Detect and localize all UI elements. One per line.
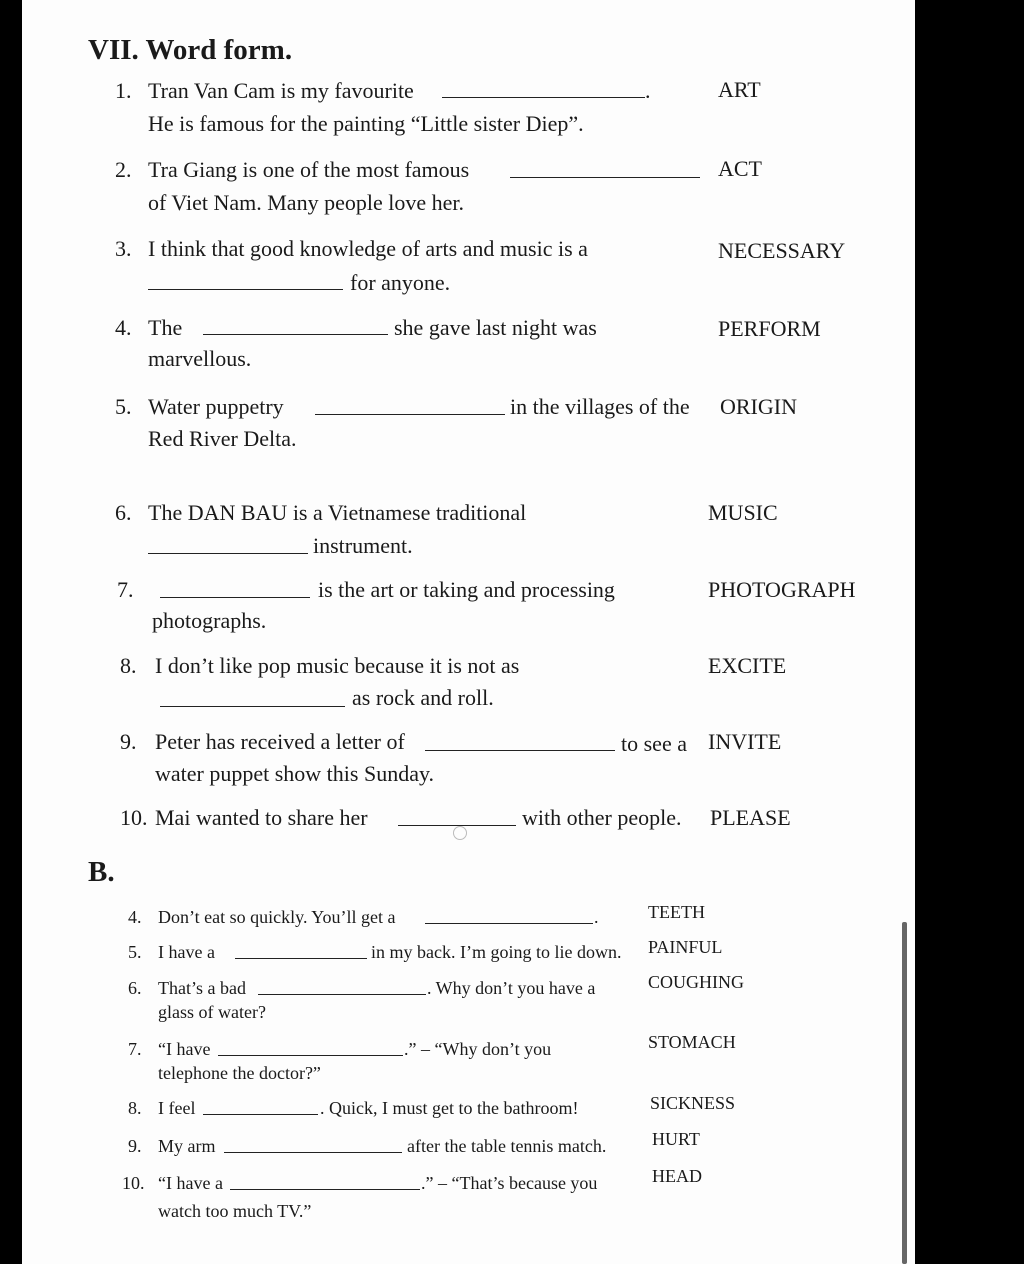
item-number: 5. (115, 394, 132, 419)
keyword: EXCITE (708, 653, 787, 678)
answer-blank[interactable] (224, 1152, 402, 1153)
answer-blank[interactable] (510, 177, 700, 178)
item-text: in my back. I’m going to lie down. (371, 942, 622, 962)
keyword: PERFORM (718, 316, 821, 341)
item-text: I feel (158, 1098, 196, 1118)
answer-blank[interactable] (160, 706, 345, 707)
answer-blank[interactable] (203, 334, 388, 335)
item-number: 6. (128, 978, 142, 998)
answer-blank[interactable] (160, 597, 310, 598)
item-text-line2: He is famous for the painting “Little sister Diep”. (148, 111, 584, 136)
keyword: HEAD (652, 1166, 702, 1186)
item-number: 10. (122, 1173, 145, 1193)
keyword: ACT (718, 156, 762, 181)
keyword: MUSIC (708, 500, 778, 525)
item-number: 4. (128, 907, 142, 927)
item-number: 9. (128, 1136, 142, 1156)
answer-blank[interactable] (315, 414, 505, 415)
item-text: I don’t like pop music because it is not as (155, 653, 520, 678)
keyword: ART (718, 77, 761, 102)
item-text: . (594, 907, 599, 927)
item-text-line2: Red River Delta. (148, 426, 297, 451)
answer-blank[interactable] (235, 958, 367, 959)
answer-blank[interactable] (203, 1114, 318, 1115)
item-text-line2: of Viet Nam. Many people love her. (148, 190, 464, 215)
item-text: Water puppetry (148, 394, 284, 419)
keyword: TEETH (648, 902, 705, 922)
item-text-line2: telephone the doctor?” (158, 1063, 321, 1083)
item-number: 5. (128, 942, 142, 962)
item-number: 8. (128, 1098, 142, 1118)
item-number: 1. (115, 78, 132, 103)
item-text-line2: as rock and roll. (352, 685, 494, 710)
item-number: 3. (115, 236, 132, 261)
item-number: 2. (115, 157, 132, 182)
item-text: .” – “That’s because you (421, 1173, 598, 1193)
keyword: HURT (652, 1129, 700, 1149)
item-text: That’s a bad (158, 978, 246, 998)
answer-blank[interactable] (425, 750, 615, 751)
answer-blank[interactable] (148, 289, 343, 290)
item-text: . Why don’t you have a (427, 978, 596, 998)
keyword: SICKNESS (650, 1093, 736, 1113)
item-number: 4. (115, 315, 132, 340)
answer-blank[interactable] (218, 1055, 403, 1056)
item-text: with other people. (522, 805, 682, 830)
item-number: 10. (120, 805, 148, 830)
item-text: she gave last night was (394, 315, 597, 340)
item-text: . Quick, I must get to the bathroom! (320, 1098, 579, 1118)
item-number: 9. (120, 729, 137, 754)
watermark-icon (453, 826, 467, 840)
item-text-line2: instrument. (313, 533, 413, 558)
item-text: Mai wanted to share her (155, 805, 368, 830)
item-text-line2: watch too much TV.” (158, 1201, 312, 1221)
keyword: COUGHING (648, 972, 744, 992)
keyword: NECESSARY (718, 238, 846, 263)
item-text: The DAN BAU is a Vietnamese traditional (148, 500, 527, 525)
answer-blank[interactable] (442, 97, 645, 98)
item-number: 8. (120, 653, 137, 678)
item-text: is the art or taking and processing (318, 577, 615, 602)
keyword: INVITE (708, 729, 782, 754)
item-text: . (645, 78, 651, 103)
scrollbar[interactable] (902, 922, 907, 1264)
item-text-line2: marvellous. (148, 346, 252, 371)
item-number: 7. (128, 1039, 142, 1059)
section-a-title: VII. Word form. (88, 34, 293, 66)
keyword: PLEASE (710, 805, 791, 830)
answer-blank[interactable] (148, 553, 308, 554)
keyword: PHOTOGRAPH (708, 577, 856, 602)
item-text: I have a (158, 942, 215, 962)
item-text: The (148, 315, 183, 340)
keyword: PAINFUL (648, 937, 723, 957)
item-text-line2: for anyone. (350, 270, 451, 295)
item-text-line2: photographs. (152, 608, 267, 633)
item-text: Peter has received a letter of (155, 729, 405, 754)
keyword: ORIGIN (720, 394, 797, 419)
item-text-line2: water puppet show this Sunday. (155, 761, 435, 786)
item-text-line2: glass of water? (158, 1002, 266, 1022)
item-text: to see a (621, 731, 687, 756)
item-text: My arm (158, 1136, 216, 1156)
answer-blank[interactable] (230, 1189, 420, 1190)
item-text: Don’t eat so quickly. You’ll get a (158, 907, 396, 927)
answer-blank[interactable] (425, 923, 593, 924)
item-text: after the table tennis match. (407, 1136, 607, 1156)
item-number: 7. (117, 577, 134, 602)
answer-blank[interactable] (258, 994, 426, 995)
item-text: “I have (158, 1039, 211, 1059)
item-number: 6. (115, 500, 132, 525)
item-text: I think that good knowledge of arts and music is a (148, 236, 588, 261)
item-text: Tran Van Cam is my favourite (148, 78, 414, 103)
item-text: .” – “Why don’t you (404, 1039, 552, 1059)
section-b-title: B. (88, 856, 115, 888)
item-text: Tra Giang is one of the most famous (148, 157, 470, 182)
item-text: in the villages of the (510, 394, 690, 419)
item-text: “I have a (158, 1173, 223, 1193)
keyword: STOMACH (648, 1032, 736, 1052)
